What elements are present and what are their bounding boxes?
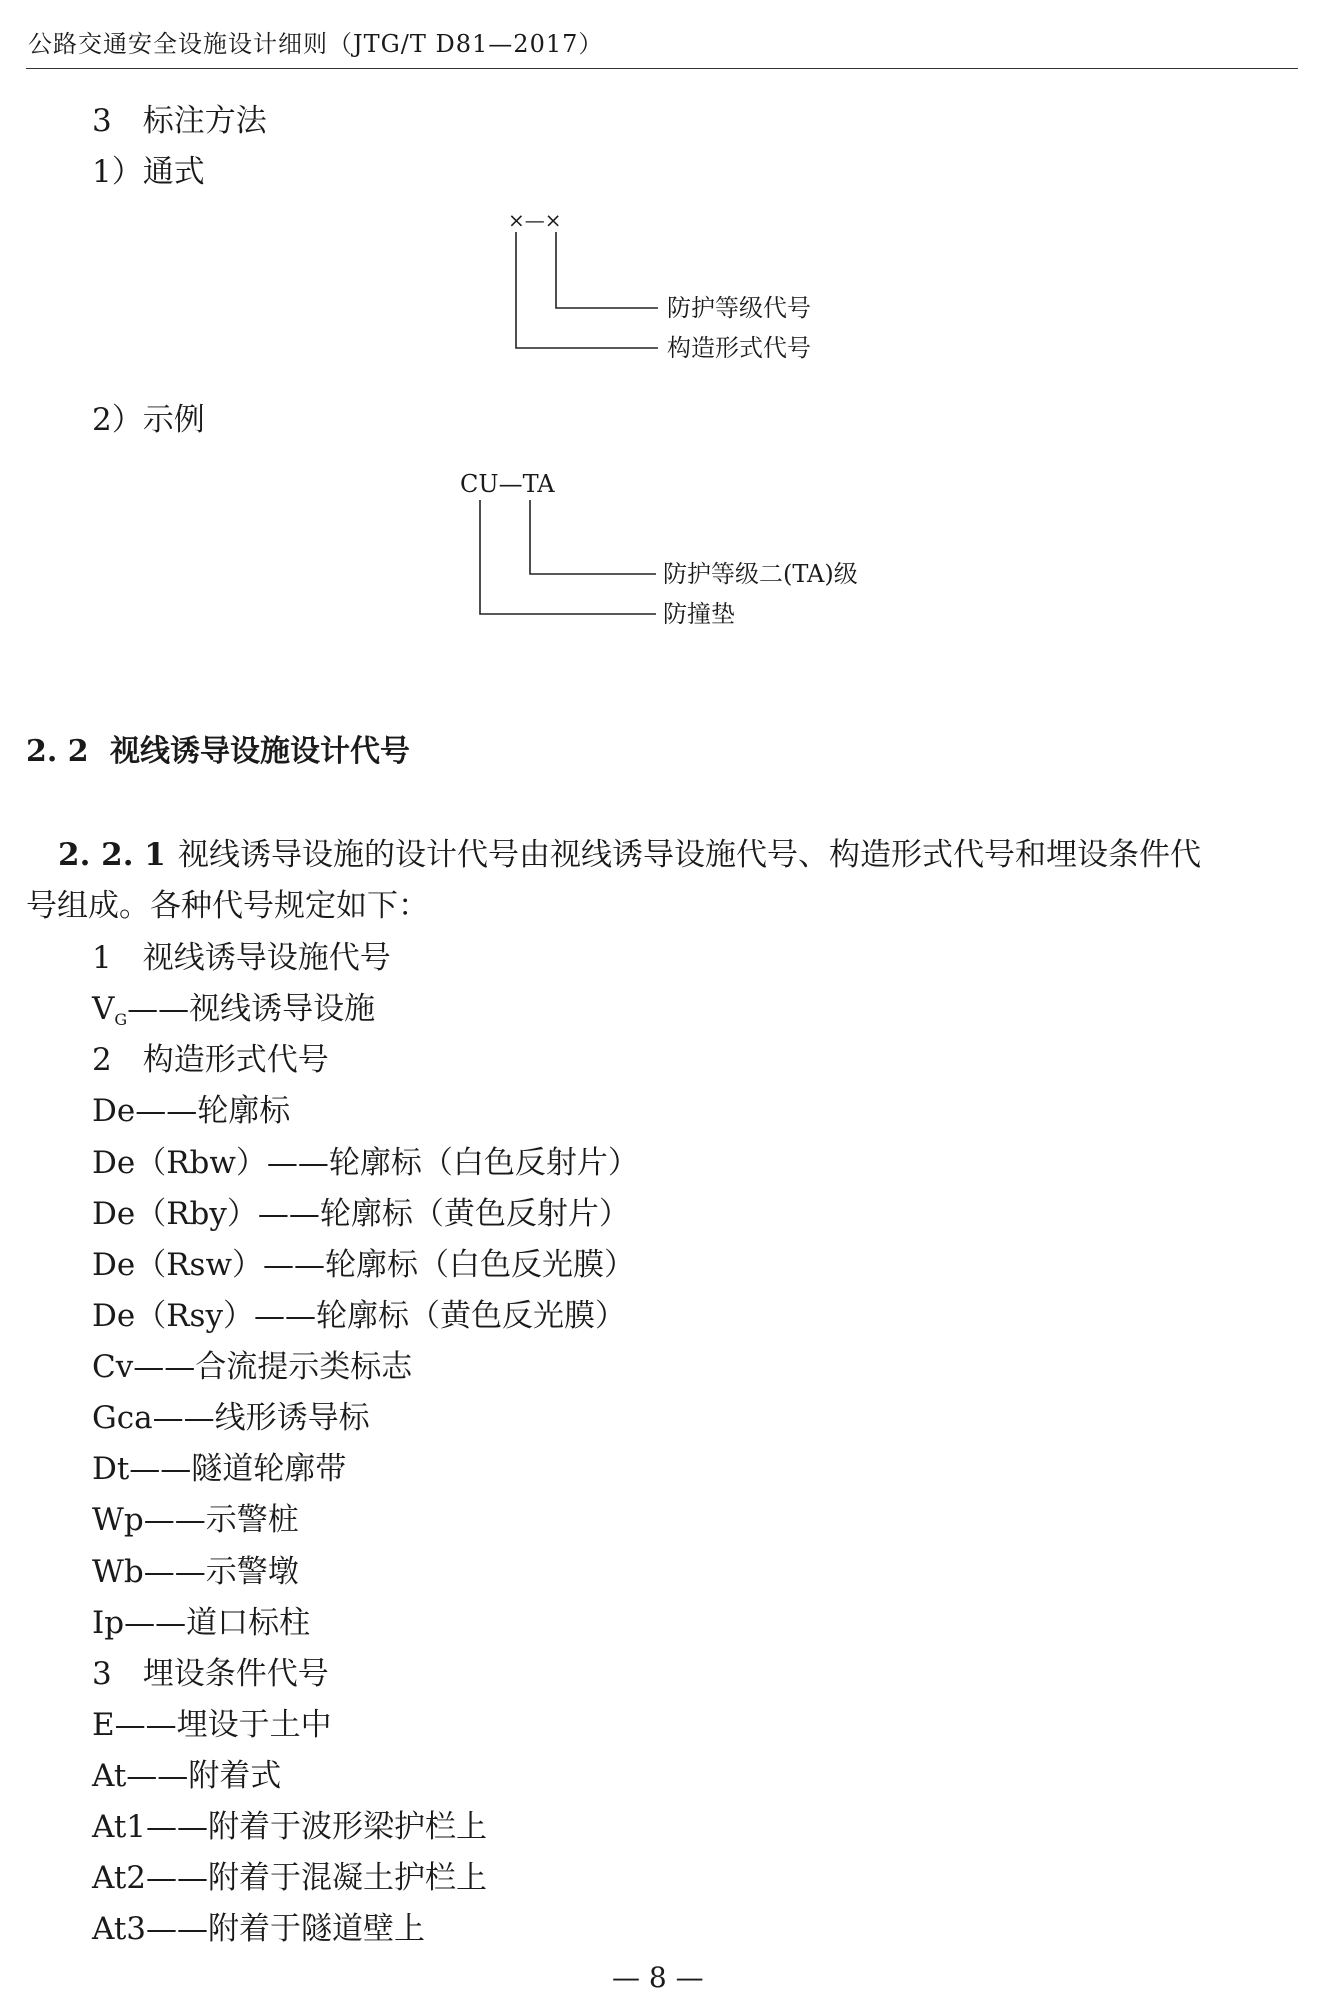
example-line2-label: 防撞垫: [663, 600, 735, 628]
item-de-rsw: De（Rsw）——轮廓标（白色反光膜）: [92, 1247, 635, 1283]
item-wp: Wp——示警桩: [92, 1502, 299, 1538]
item-heading-2: 2 构造形式代号: [92, 1042, 329, 1078]
example-crash-cushion-leader: [480, 500, 656, 614]
section-number: 2. 2: [26, 734, 89, 769]
general-formula-label: 1）通式: [92, 154, 205, 190]
example-label: 2）示例: [92, 402, 205, 438]
item-at2: At2——附着于混凝土护栏上: [92, 1860, 488, 1896]
vg-rest: ——视线诱导设施: [127, 991, 376, 1027]
example-diagram-lines: [470, 496, 670, 626]
clause-text-line2: 号组成。各种代号规定如下：: [26, 888, 429, 924]
vg-subscript: G: [114, 1010, 128, 1029]
method-heading: 3 标注方法: [92, 103, 267, 139]
item-at1: At1——附着于波形梁护栏上: [92, 1809, 488, 1845]
example-code: CU—TA: [460, 470, 555, 498]
item-dt: Dt——隧道轮廓带: [92, 1451, 347, 1487]
item-wb: Wb——示警墩: [92, 1554, 299, 1590]
item-ip: Ip——道口标柱: [92, 1605, 311, 1641]
header-rule: [26, 68, 1298, 69]
item-de-rsy: De（Rsy）——轮廓标（黄色反光膜）: [92, 1298, 626, 1334]
section-title: 视线诱导设施设计代号: [110, 734, 410, 769]
general-line2-label: 构造形式代号: [667, 334, 811, 362]
item-de: De——轮廓标: [92, 1093, 291, 1129]
clause-text-line1: 视线诱导设施的设计代号由视线诱导设施代号、构造形式代号和埋设条件代: [178, 837, 1201, 873]
running-header: 公路交通安全设施设计细则（JTG/T D81—2017）: [28, 30, 604, 58]
item-cv: Cv——合流提示类标志: [92, 1349, 413, 1385]
clause-number: 2. 2. 1: [58, 837, 166, 873]
item-heading-1: 1 视线诱导设施代号: [92, 940, 391, 976]
protection-level-leader: [556, 232, 658, 308]
general-code: ×—×: [508, 208, 562, 232]
construction-form-leader: [516, 232, 658, 348]
vg-main: V: [92, 991, 115, 1027]
item-gca: Gca——线形诱导标: [92, 1400, 370, 1436]
item-de-rby: De（Rby）——轮廓标（黄色反射片）: [92, 1196, 630, 1232]
item-heading-3: 3 埋设条件代号: [92, 1656, 329, 1692]
item-e: E——埋设于土中: [92, 1707, 332, 1743]
general-diagram-lines: [500, 228, 680, 358]
item-at3: At3——附着于隧道壁上: [92, 1911, 426, 1947]
example-line1-label: 防护等级二(TA)级: [663, 560, 858, 588]
page-number: — 8 —: [612, 1961, 704, 1994]
item-at: At——附着式: [92, 1758, 282, 1794]
example-protection-leader: [530, 500, 656, 574]
item-vg: [92, 991, 376, 1029]
item-de-rbw: De（Rbw）——轮廓标（白色反射片）: [92, 1145, 639, 1181]
general-line1-label: 防护等级代号: [667, 294, 811, 322]
